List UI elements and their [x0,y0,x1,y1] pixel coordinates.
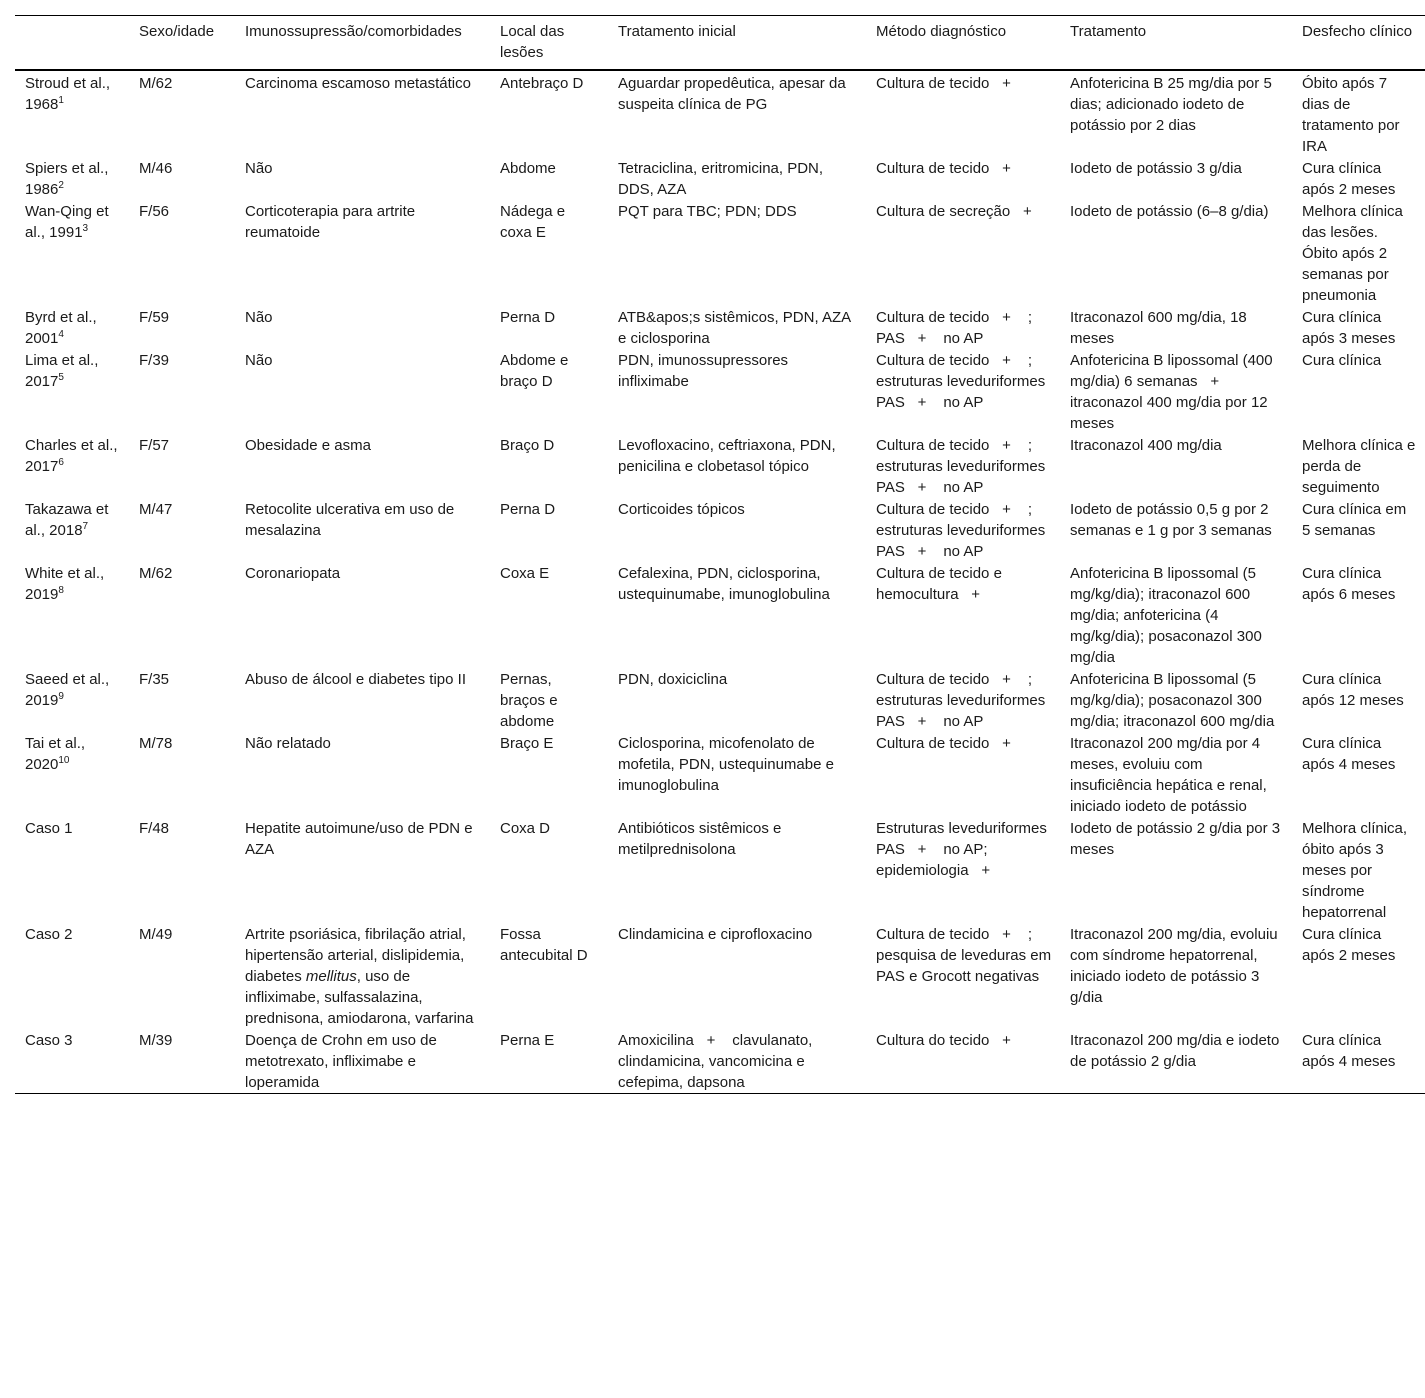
cell-initial-treatment [608,732,866,817]
cell-initial-treatment [608,562,866,668]
cell-lesion-site-text: Antebraço D [500,75,584,92]
cell-comorbidities [235,923,490,1029]
cell-lesion-site-text: Abdome [500,160,556,177]
cell-case-text: White et al., 2019 [25,565,105,603]
cell-lesion-site [490,70,608,157]
cell-sex-age [129,1029,235,1094]
table-row [15,498,1425,562]
cell-outcome-text: Melhora clínica das lesões. Óbito após 2 semanas por pneumonia [1302,203,1403,304]
cell-diagnostic-method [866,498,1060,562]
reference-number: 1 [58,95,64,106]
table-row [15,157,1425,200]
cell-treatment-text: Itraconazol 200 mg/dia, evoluiu com síndrome hepatorrenal, iniciado iodeto de potássio 3 g/dia [1070,926,1278,1006]
reference-number: 9 [58,691,64,702]
cell-case-text: Saeed et al., 2019 [25,671,110,709]
cell-case-text: Wan-Qing et al., 1991 [25,203,109,241]
cell-treatment-text: Iodeto de potássio 3 g/dia [1070,160,1242,177]
cell-diagnostic-method-text: Cultura de tecido e hemocultura + [876,565,1002,603]
cell-lesion-site-text: Nádega e coxa E [500,203,566,241]
cell-comorbidities [235,1029,490,1094]
cell-sex-age [129,668,235,732]
cell-initial-treatment-text: Ciclosporina, micofenolato de mofetila, PDN, ustequinumabe e imunoglobulina [618,735,834,794]
cell-sex-age-text: F/35 [139,671,170,688]
reference-number: 10 [58,755,70,766]
cell-diagnostic-method-text: Cultura de tecido + ; estruturas leveduriformes PAS + no AP [876,671,1046,730]
cell-initial-treatment [608,434,866,498]
cell-comorbidities [235,157,490,200]
cell-case [15,157,129,200]
table-row [15,668,1425,732]
table-row [15,1029,1425,1094]
reference-number: 7 [82,521,89,532]
cell-comorbidities-text: Abuso de álcool e diabetes tipo II [245,671,466,688]
cell-diagnostic-method [866,70,1060,157]
cell-case-text: Byrd et al., 2001 [25,309,97,347]
cell-sex-age [129,349,235,434]
cell-sex-age [129,817,235,923]
cell-outcome [1292,1029,1425,1094]
cell-initial-treatment-text: PDN, doxiciclina [618,671,728,688]
cell-sex-age-text: F/56 [139,203,170,220]
cell-outcome [1292,157,1425,200]
cell-treatment-text: Itraconazol 600 mg/dia, 18 meses [1070,309,1247,347]
cell-comorbidities-text: Coronariopata [245,565,341,582]
header-diagnostic-method: Método diagnóstico [876,23,1007,40]
cell-diagnostic-method [866,923,1060,1029]
cell-comorbidities-text: Não [245,309,273,326]
cell-outcome [1292,70,1425,157]
cell-treatment [1060,732,1292,817]
cell-case-text: Charles et al., 2017 [25,437,118,475]
cell-sex-age-text: F/39 [139,352,170,369]
cell-case [15,923,129,1029]
cell-comorbidities-text: Corticoterapia para artrite reumatoide [245,203,416,241]
cell-lesion-site-text: Abdome e braço D [500,352,569,390]
cell-treatment [1060,157,1292,200]
cell-outcome [1292,923,1425,1029]
cell-initial-treatment [608,498,866,562]
cell-initial-treatment [608,349,866,434]
header-comorbidities: Imunossupressão/comorbidades [245,23,462,40]
cell-case-text: Stroud et al., 1968 [25,75,111,113]
cell-initial-treatment [608,306,866,349]
cell-sex-age [129,70,235,157]
cell-sex-age [129,306,235,349]
cell-outcome-text: Cura clínica após 2 meses [1302,160,1396,198]
header-sex-age: Sexo/idade [139,23,215,40]
header-initial-treatment: Tratamento inicial [618,23,736,40]
cell-treatment-text: Itraconazol 400 mg/dia [1070,437,1222,454]
cell-treatment-text: Anfotericina B lipossomal (5 mg/kg/dia); itraconazol 600 mg/dia; anfotericina (4 mg/kg/dia); posaconazol 300 mg/dia [1070,565,1262,666]
cell-outcome [1292,498,1425,562]
cell-initial-treatment-text: Corticoides tópicos [618,501,745,518]
cell-case [15,1029,129,1094]
reference-number: 5 [58,372,64,383]
cell-initial-treatment-text: Antibióticos sistêmicos e metilprednisolona [618,820,782,858]
cell-sex-age [129,923,235,1029]
cell-treatment [1060,668,1292,732]
cell-diagnostic-method [866,434,1060,498]
cell-diagnostic-method [866,732,1060,817]
cell-sex-age-text: M/39 [139,1032,173,1049]
cell-initial-treatment-text: Tetraciclina, eritromicina, PDN, DDS, AZA [618,160,824,198]
header-case [15,16,129,71]
cell-diagnostic-method-text: Cultura de tecido + [876,160,1011,177]
cell-sex-age-text: F/59 [139,309,170,326]
cell-outcome-text: Cura clínica [1302,352,1382,369]
cell-comorbidities [235,817,490,923]
cell-case [15,498,129,562]
cell-lesion-site [490,1029,608,1094]
cell-case-text: Caso 1 [25,820,73,837]
cell-lesion-site-text: Fossa antecubital D [500,926,588,964]
cell-case [15,349,129,434]
cell-case [15,562,129,668]
cell-comorbidities [235,732,490,817]
table-row [15,349,1425,434]
cell-treatment [1060,306,1292,349]
cell-lesion-site-text: Coxa E [500,565,550,582]
reference-number: 2 [58,180,64,191]
table-body [15,70,1425,1094]
cell-outcome [1292,732,1425,817]
cell-sex-age-text: M/49 [139,926,173,943]
cell-case [15,732,129,817]
cell-initial-treatment-text: PDN, imunossupressores infliximabe [618,352,789,390]
cell-case-text: Caso 2 [25,926,73,943]
cell-sex-age [129,200,235,306]
cell-outcome-text: Melhora clínica e perda de seguimento [1302,437,1416,496]
cell-sex-age-text: F/48 [139,820,170,837]
cell-outcome-text: Cura clínica após 4 meses [1302,1032,1396,1070]
cell-comorbidities-text: Não relatado [245,735,331,752]
table-row [15,434,1425,498]
cell-comorbidities-text: Hepatite autoimune/uso de PDN e AZA [245,820,473,858]
cell-outcome-text: Cura clínica em 5 semanas [1302,501,1407,539]
cell-diagnostic-method-text: Cultura de tecido + ; estruturas leveduriformes PAS + no AP [876,501,1046,560]
cell-treatment [1060,1029,1292,1094]
reference-number: 4 [58,329,64,340]
cell-outcome-text: Melhora clínica, óbito após 3 meses por síndrome hepatorrenal [1302,820,1408,921]
cell-lesion-site [490,200,608,306]
cell-outcome [1292,562,1425,668]
cell-case-text: Takazawa et al., 2018 [25,501,109,539]
cell-case-text: Lima et al., 2017 [25,352,99,390]
cell-sex-age-text: M/78 [139,735,173,752]
cell-initial-treatment [608,70,866,157]
cell-initial-treatment-text: Amoxicilina + clavulanato, clindamicina, vancomicina e cefepima, dapsona [618,1032,813,1091]
case-table [15,15,1425,1094]
cell-treatment-text: Anfotericina B 25 mg/dia por 5 dias; adicionado iodeto de potássio por 2 dias [1070,75,1272,134]
cell-case [15,817,129,923]
cell-lesion-site [490,434,608,498]
cell-treatment-text: Anfotericina B lipossomal (5 mg/kg/dia); posaconazol 300 mg/dia; itraconazol 600 mg/dia [1070,671,1275,730]
cell-lesion-site [490,668,608,732]
cell-outcome [1292,349,1425,434]
cell-diagnostic-method [866,306,1060,349]
cell-initial-treatment [608,923,866,1029]
cell-treatment-text: Itraconazol 200 mg/dia e iodeto de potássio 2 g/dia [1070,1032,1280,1070]
cell-treatment [1060,923,1292,1029]
cell-diagnostic-method [866,668,1060,732]
cell-initial-treatment-text: PQT para TBC; PDN; DDS [618,203,797,220]
cell-treatment-text: Iodeto de potássio 0,5 g por 2 semanas e 1 g por 3 semanas [1070,501,1272,539]
cell-lesion-site [490,498,608,562]
cell-sex-age [129,562,235,668]
cell-sex-age-text: F/57 [139,437,170,454]
table-row [15,562,1425,668]
cell-lesion-site [490,306,608,349]
reference-number: 8 [58,585,64,596]
cell-lesion-site-text: Braço E [500,735,554,752]
cell-lesion-site-text: Perna E [500,1032,555,1049]
cell-initial-treatment-text: Levofloxacino, ceftriaxona, PDN, penicilina e clobetasol tópico [618,437,836,475]
cell-treatment [1060,349,1292,434]
header-outcome: Desfecho clínico [1302,23,1413,40]
cell-treatment-text: Iodeto de potássio (6–8 g/dia) [1070,203,1269,220]
cell-comorbidities-text: Não [245,352,273,369]
cell-diagnostic-method-text: Cultura de tecido + ; estruturas leveduriformes PAS + no AP [876,437,1046,496]
cell-case [15,200,129,306]
cell-case-text: Tai et al., 2020 [25,735,86,773]
cell-lesion-site [490,562,608,668]
cell-diagnostic-method-text: Cultura do tecido + [876,1032,1011,1049]
cell-lesion-site [490,817,608,923]
cell-treatment [1060,200,1292,306]
table-row [15,817,1425,923]
cell-comorbidities [235,668,490,732]
cell-diagnostic-method-text: Cultura de secreção + [876,203,1032,220]
table-row [15,923,1425,1029]
cell-outcome [1292,306,1425,349]
cell-lesion-site [490,349,608,434]
cell-sex-age-text: M/47 [139,501,173,518]
cell-treatment-text: Anfotericina B lipossomal (400 mg/dia) 6 semanas + itraconazol 400 mg/dia por 12 meses [1070,352,1273,432]
cell-diagnostic-method [866,157,1060,200]
cell-diagnostic-method-text: Estruturas leveduriformes PAS + no AP; epidemiologia + [876,820,1047,879]
cell-initial-treatment-text: ATB&apos;s sistêmicos, PDN, AZA e ciclosporina [618,309,851,347]
cell-lesion-site-text: Perna D [500,309,556,326]
cell-lesion-site-text: Perna D [500,501,556,518]
cell-treatment [1060,70,1292,157]
cell-outcome-text: Óbito após 7 dias de tratamento por IRA [1302,75,1400,155]
cell-diagnostic-method [866,349,1060,434]
cell-case-text: Caso 3 [25,1032,73,1049]
cell-outcome-text: Cura clínica após 4 meses [1302,735,1396,773]
cell-initial-treatment [608,1029,866,1094]
table-row [15,200,1425,306]
cell-outcome-text: Cura clínica após 12 meses [1302,671,1404,709]
table-header [15,16,1425,71]
cell-case [15,668,129,732]
cell-comorbidities [235,498,490,562]
cell-initial-treatment-text: Aguardar propedêutica, apesar da suspeita clínica de PG [618,75,846,113]
cell-initial-treatment-text: Cefalexina, PDN, ciclosporina, ustequinumabe, imunoglobulina [618,565,830,603]
cell-lesion-site-text: Pernas, braços e abdome [500,671,558,730]
cell-comorbidities-text: Artrite psoriásica, fibrilação atrial, hipertensão arterial, dislipidemia, diabetes mellitus, uso de infliximabe, sulfassalazina, prednisona, amiodarona, varfarina [245,926,474,1027]
cell-initial-treatment [608,817,866,923]
cell-case-text: Spiers et al., 1986 [25,160,109,198]
cell-initial-treatment [608,668,866,732]
cell-treatment [1060,562,1292,668]
cell-sex-age-text: M/62 [139,565,173,582]
cell-sex-age [129,732,235,817]
cell-comorbidities [235,70,490,157]
cell-diagnostic-method [866,1029,1060,1094]
cell-treatment [1060,498,1292,562]
cell-outcome [1292,668,1425,732]
cell-initial-treatment [608,200,866,306]
cell-diagnostic-method-text: Cultura de tecido + ; estruturas leveduriformes PAS + no AP [876,352,1046,411]
cell-comorbidities-text: Obesidade e asma [245,437,371,454]
cell-diagnostic-method [866,200,1060,306]
cell-initial-treatment [608,157,866,200]
cell-lesion-site [490,157,608,200]
cell-comorbidities-text: Não [245,160,273,177]
cell-case [15,306,129,349]
header-treatment: Tratamento [1070,23,1147,40]
cell-sex-age [129,434,235,498]
cell-sex-age [129,498,235,562]
cell-sex-age [129,157,235,200]
cell-sex-age-text: M/62 [139,75,173,92]
cell-diagnostic-method-text: Cultura de tecido + ; PAS + no AP [876,309,1033,347]
header-row [15,16,1425,71]
cell-diagnostic-method [866,562,1060,668]
cell-treatment-text: Iodeto de potássio 2 g/dia por 3 meses [1070,820,1281,858]
cell-diagnostic-method-text: Cultura de tecido + ; pesquisa de leveduras em PAS e Grocott negativas [876,926,1052,985]
cell-lesion-site-text: Braço D [500,437,555,454]
cell-outcome-text: Cura clínica após 3 meses [1302,309,1396,347]
cell-sex-age-text: M/46 [139,160,173,177]
cell-outcome-text: Cura clínica após 6 meses [1302,565,1396,603]
table-row [15,70,1425,157]
cell-outcome [1292,200,1425,306]
cell-comorbidities-text: Retocolite ulcerativa em uso de mesalazina [245,501,455,539]
cell-lesion-site-text: Coxa D [500,820,551,837]
cell-treatment-text: Itraconazol 200 mg/dia por 4 meses, evoluiu com insuficiência hepática e renal, iniciado iodeto de potássio [1070,735,1267,815]
cell-comorbidities [235,200,490,306]
cell-lesion-site [490,732,608,817]
cell-initial-treatment-text: Clindamicina e ciprofloxacino [618,926,813,943]
cell-case [15,434,129,498]
table-row [15,732,1425,817]
table-row [15,306,1425,349]
cell-treatment [1060,817,1292,923]
cell-diagnostic-method-text: Cultura de tecido + [876,735,1011,752]
cell-lesion-site [490,923,608,1029]
cell-diagnostic-method-text: Cultura de tecido + [876,75,1011,92]
cell-comorbidities [235,434,490,498]
cell-comorbidities [235,349,490,434]
header-lesion-site: Local das lesões [500,23,565,61]
cell-comorbidities [235,306,490,349]
cell-comorbidities [235,562,490,668]
cell-treatment [1060,434,1292,498]
reference-number: 3 [82,223,89,234]
cell-case [15,70,129,157]
cell-diagnostic-method [866,817,1060,923]
cell-outcome [1292,434,1425,498]
reference-number: 6 [58,457,64,468]
cell-outcome-text: Cura clínica após 2 meses [1302,926,1396,964]
cell-comorbidities-text: Doença de Crohn em uso de metotrexato, infliximabe e loperamida [245,1032,437,1091]
cell-outcome [1292,817,1425,923]
cell-comorbidities-text: Carcinoma escamoso metastático [245,75,471,92]
